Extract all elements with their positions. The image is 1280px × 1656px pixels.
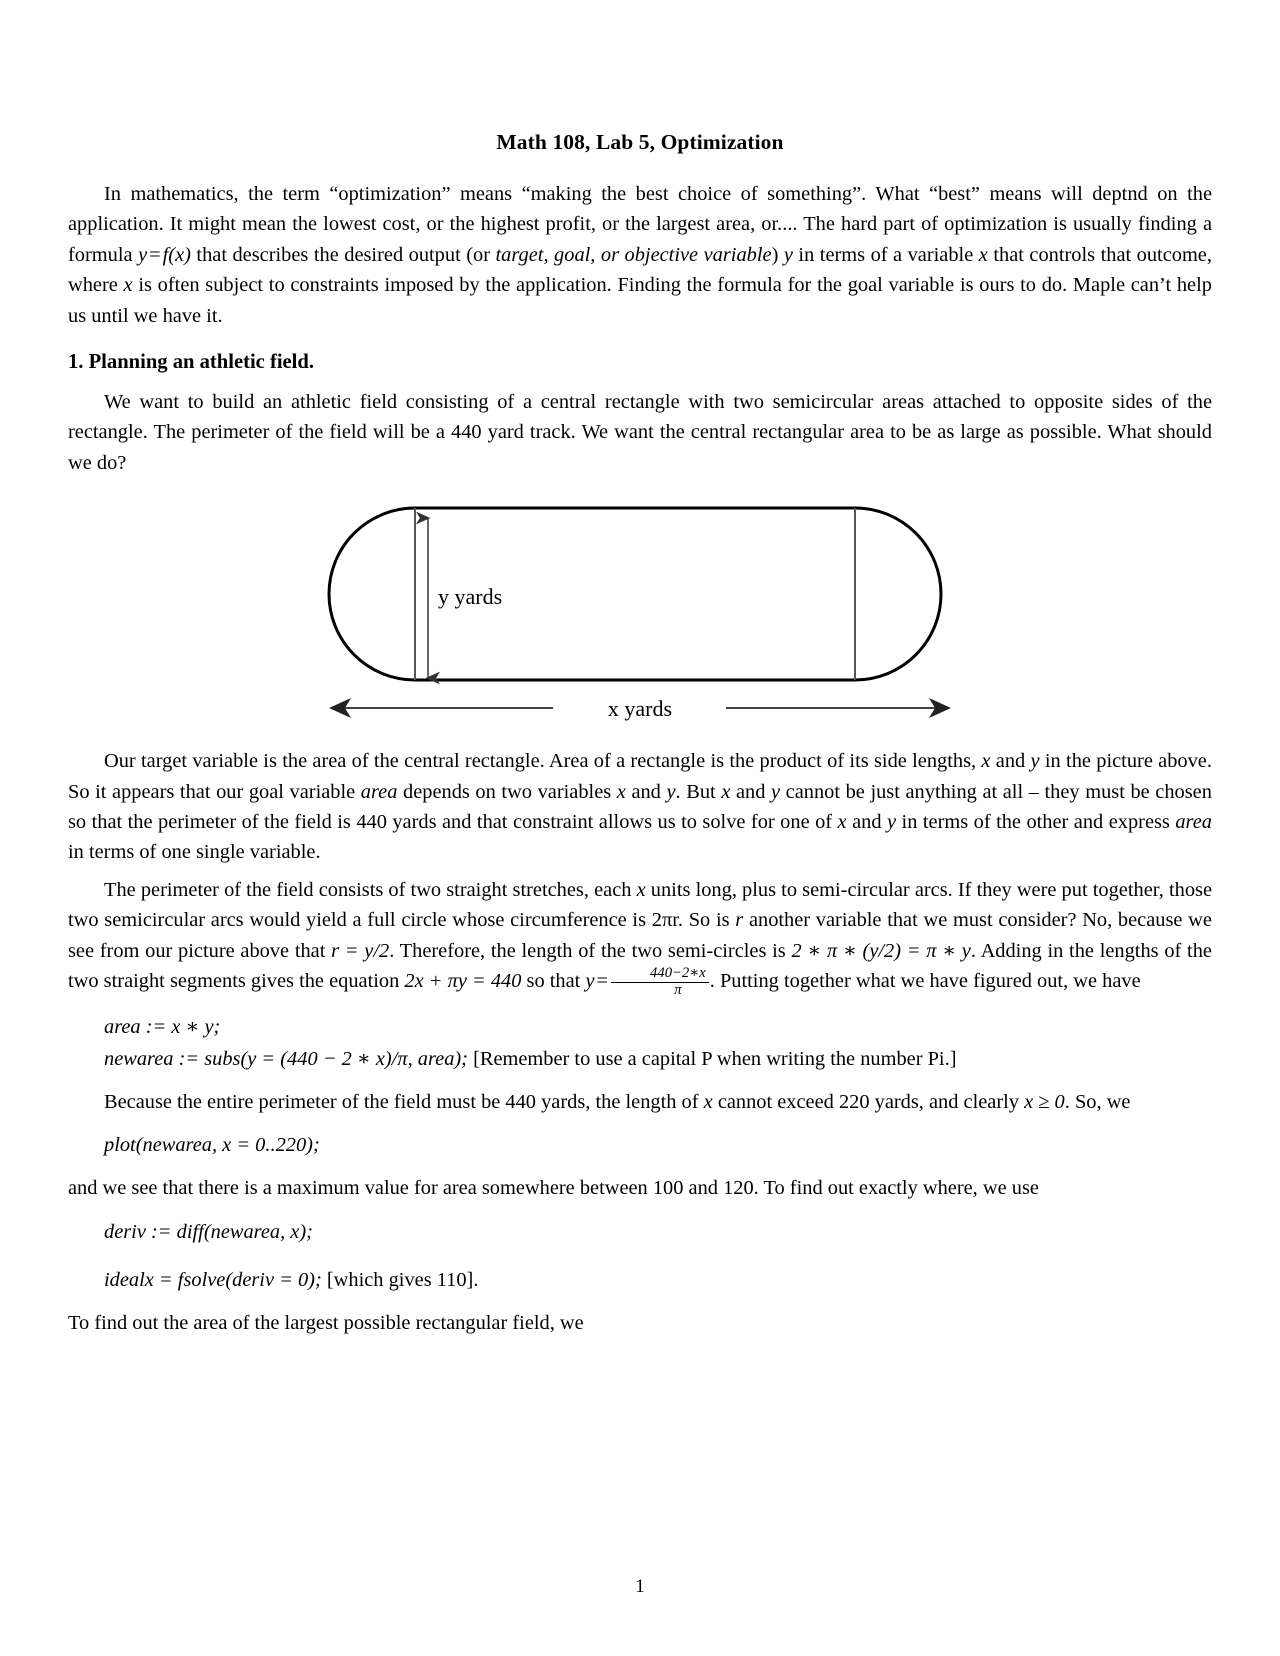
math-semicircle-length: 2 ∗ π ∗ (y/2) = π ∗ y [791, 939, 971, 962]
math-equals: = [149, 243, 161, 266]
maple-code-block-1 [68, 1012, 1212, 1074]
constraint-text-3: . So, we [1064, 1091, 1131, 1113]
intro-text-4: that controls that outcome, where [68, 243, 1212, 297]
constraint-text-1: Because the entire perimeter of the field must be 440 yards, the length of [104, 1091, 699, 1113]
math-y-e: y [585, 970, 595, 993]
perim-text-3: . So is [677, 909, 730, 932]
target-text-6: in terms of the other and express [901, 811, 1170, 834]
field-diagram-svg [310, 500, 970, 722]
intro-text-1: In mathematics, the term “optimization” means “making the best choice of something”. What “best” means will deptnd on the application. It might mean the lowest cost, or the highest profit, or the largest area, or.... The hard part of optimization is usually finding a formula [68, 183, 1212, 266]
target-text-4: But [686, 780, 716, 803]
perim-text-6: . Adding in the lengths of the two straight segments gives the equation [68, 939, 1212, 993]
maximum-paragraph: and we see that there is a maximum value for area somewhere between 100 and 120. To find out exactly where, we use [68, 1177, 1039, 1200]
math-y-c: y [771, 780, 781, 803]
code-line-area: area := x ∗ y; [104, 1016, 221, 1038]
field-outline [329, 508, 941, 680]
math-y-a: y [1030, 750, 1040, 773]
code-line-idealx [104, 1265, 1212, 1295]
athletic-field-figure [68, 500, 1212, 732]
constraint-text-2: cannot exceed 220 yards, and clearly [717, 1091, 1020, 1113]
target-and-4: and [852, 811, 882, 834]
intro-text-2: that describes the desired output (or [196, 243, 491, 266]
maple-code-block-2 [68, 1130, 1212, 1160]
math-var-y: y [138, 243, 148, 266]
code-line-plot: plot(newarea, x = 0..220); [104, 1134, 320, 1157]
formula-y-equals-f-of-x [138, 244, 191, 266]
target-variable-paragraph: Our target variable is the area of the central rectangle. Area of a rectangle is the product of its side lengths, x and y in the picture above. So it appears that our goal variable area depends on two variables x and y. But x and y cannot be just anything at all – they must be chosen so that the perimeter of the field is 440 yards and that constraint allows us to solve for one of x and y in terms of the other and express area in terms of one single variable. [68, 750, 1212, 864]
code-newarea-text: newarea := subs(y = (440 − 2 ∗ x)/π, area); [104, 1048, 468, 1070]
math-var-x-2: x [123, 274, 133, 297]
code-newarea-note: [Remember to use a capital P when writing the number Pi.] [473, 1048, 957, 1070]
math-two-pi-r: 2πr [651, 909, 678, 932]
code-idealx-text: idealx = fsolve(deriv = 0); [104, 1268, 322, 1291]
math-x-ge-zero: x ≥ 0 [1024, 1091, 1065, 1113]
intro-text-3: in terms of a variable [798, 243, 974, 266]
perim-text-8: . Putting together what we have figured out, we have [709, 970, 1141, 993]
target-text-3: depends on two variables [403, 780, 612, 803]
target-text-7: in terms of one single variable. [68, 841, 321, 864]
target-area-word-2: area [1175, 811, 1212, 834]
maple-code-block-3 [68, 1217, 1212, 1295]
math-var-x: x [978, 243, 988, 266]
code-line-deriv: deriv := diff(newarea, x); [104, 1220, 313, 1243]
math-f-of-x: f(x) [162, 243, 191, 266]
intro-text-5: is often subject to constraints imposed by the application. Finding the formula for the goal variable is ours to do. Maple can’t help us until we have it. [68, 274, 1212, 327]
math-x-b: x [616, 780, 626, 803]
constraint-paragraph [68, 1087, 1212, 1117]
math-x-e: x [636, 878, 646, 901]
math-x-c: x [721, 780, 731, 803]
section1-paragraph: We want to build an athletic field consisting of a central rectangle with two semicircular areas attached to opposite sides of the rectangle. The perimeter of the field will be a 440 yard track. We want the central rectangular area to be as large as possible. What should we do? [68, 391, 1212, 474]
section-heading-1: 1. Planning an athletic field. [68, 351, 314, 374]
target-and-1: and [995, 750, 1026, 773]
code-line-newarea [104, 1044, 1212, 1074]
math-perimeter-equation: 2x + πy = 440 [404, 970, 522, 993]
perim-text-2: units long, plus to semi-circular arcs. If they were put together, those two semicircular arcs would yield a full circle whose circumference is [68, 878, 1212, 932]
target-and-3: and [735, 780, 766, 803]
perim-text-4: another variable that we must consider? No, because we see from our picture above that [68, 909, 1212, 962]
perimeter-paragraph [68, 875, 1212, 999]
fraction-numerator: 440−2∗x [650, 965, 706, 982]
code-idealx-note: [which gives 110]. [326, 1268, 479, 1291]
perim-text-1: The perimeter of the field consists of two straight stretches, each [104, 878, 632, 901]
target-text-5: cannot be just anything at all – they must be chosen so that the perimeter of the field is 440 yards and that constraint allows us to solve for one of [68, 780, 1212, 834]
math-r-a: r [735, 909, 744, 932]
page-number: 1 [635, 1576, 645, 1597]
math-y-b: y [666, 780, 676, 803]
closing-paragraph: To find out the area of the largest possible rectangular field, we [68, 1311, 584, 1334]
y-dimension-label: y yards [438, 584, 503, 610]
math-x-d: x [837, 811, 847, 834]
math-fraction-y-formula [611, 966, 709, 999]
target-text-2: in the picture above. So it appears that our goal variable [68, 750, 1212, 803]
target-and-2: and [631, 780, 661, 803]
target-text-1: Our target variable is the area of the central rectangle. Area of a rectangle is the product of its side lengths, [104, 750, 977, 773]
perim-text-7: so that [526, 970, 581, 993]
math-equals-2: = [596, 970, 609, 993]
math-var-y-2: y [783, 243, 793, 266]
intro-paren: ) [771, 243, 779, 266]
math-x-a: x [981, 750, 991, 773]
target-area-word-1: area [360, 780, 398, 803]
intro-emphasis: target, goal, or objective variable [495, 243, 772, 266]
math-y-d: y [887, 811, 897, 834]
x-dimension-label: x yards [607, 696, 673, 722]
math-x-f: x [703, 1091, 713, 1113]
page-title: Math 108, Lab 5, Optimization [496, 130, 784, 154]
fraction-denominator: π [611, 982, 709, 999]
math-r-equals-y-over-2: r = y/2 [331, 939, 390, 962]
perim-text-5: . Therefore, the length of the two semi-circles is [389, 939, 786, 962]
intro-paragraph [68, 179, 1212, 331]
